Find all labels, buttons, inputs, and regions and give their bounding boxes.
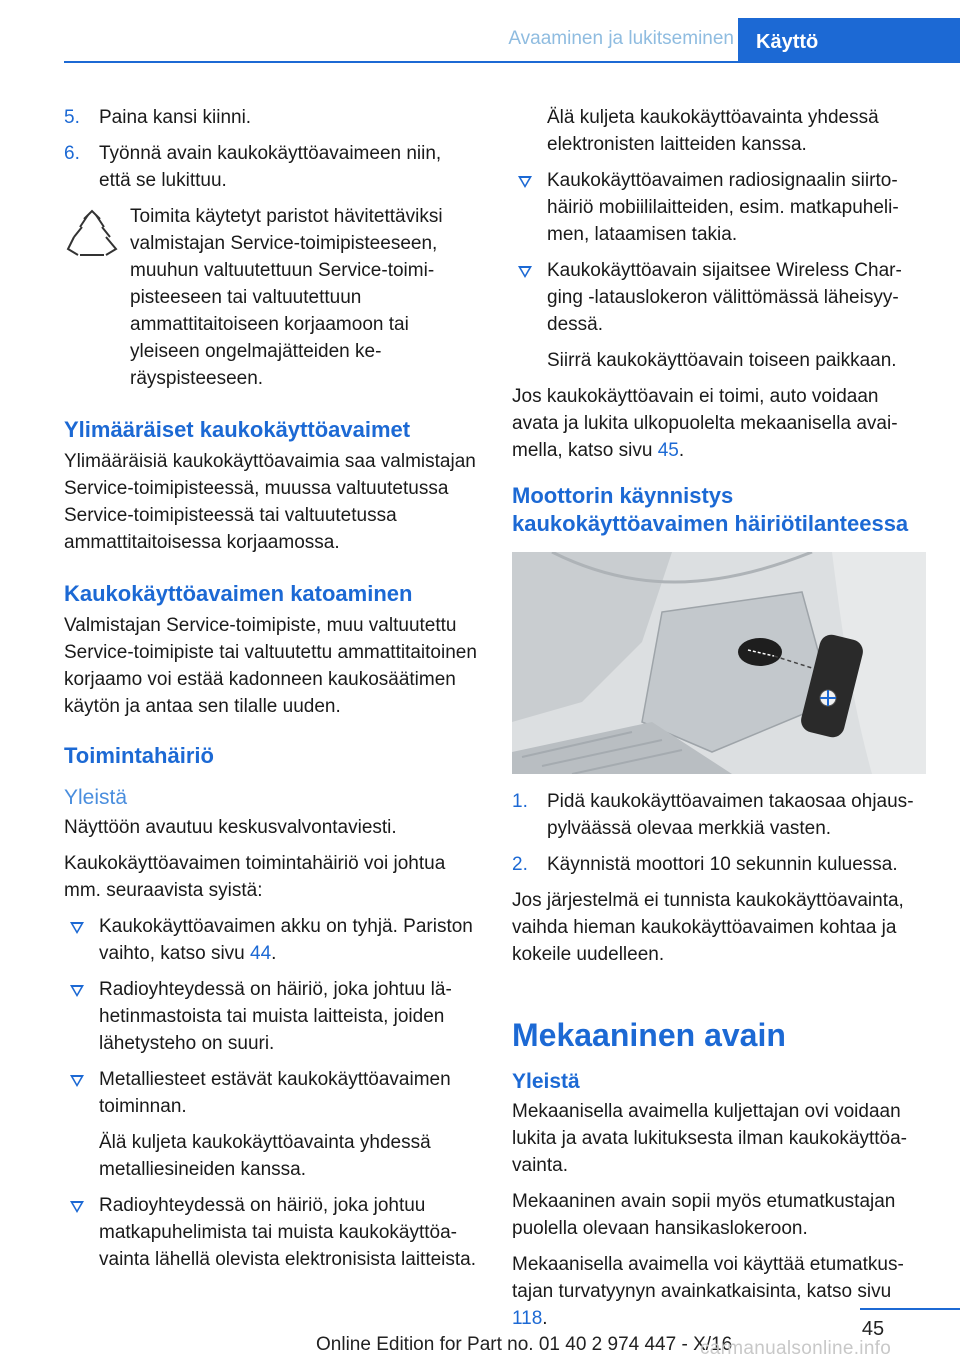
paragraph [512, 383, 926, 464]
heading-malfunction: Toimintahäiriö [64, 743, 214, 768]
step-number: 6. [64, 143, 80, 164]
step-number: 1. [512, 791, 528, 812]
bullet-text: Kaukokäyttöavaimen akku on tyhjä. Pariston vaihto, katso sivu [99, 916, 473, 964]
list-item [512, 851, 926, 878]
bullet-item [64, 1192, 478, 1273]
bullet-item [512, 167, 926, 248]
step-number: 5. [64, 107, 80, 128]
recycling-note [64, 203, 478, 392]
bullet-triangle-icon [70, 985, 84, 997]
bullet-text: Radioyhteydessä on häiriö, joka johtuu lähetinmastoista tai muista laitteista, joiden lähetysteho on suuri. [99, 979, 452, 1054]
page-number: 45 [861, 1318, 885, 1340]
paragraph: Näyttöön avautuu keskusvalvontaviesti. [64, 817, 397, 838]
bullet-triangle-icon [70, 1201, 84, 1213]
step-number: 2. [512, 854, 528, 875]
bullet-text: Kaukokäyttöavain sijaitsee Wireless Charging -latauslokeron välittömässä läheisyydessä. [547, 260, 902, 335]
right-column [512, 104, 926, 1341]
bullet-item [64, 913, 478, 967]
page-link[interactable]: 44 [250, 943, 272, 964]
bullet-item [64, 1066, 478, 1120]
paragraph-text: Mekaanisella avaimella voi käyttää etumatkustajan turvatyynyn avainkatkaisinta, katso sivu [512, 1254, 904, 1302]
bullet-text: Radioyhteydessä on häiriö, joka johtuu matkapuhelimista tai muista kaukokäyttöavainta lähellä olevista elektronisista laitteista. [99, 1195, 477, 1270]
bullet-triangle-icon [518, 176, 532, 188]
bullet-subtext: Älä kuljeta kaukokäyttöavainta yhdessä metalliesineiden kanssa. [99, 1132, 431, 1180]
bullet-subtext: Siirrä kaukokäyttöavain toiseen paikkaan. [547, 350, 897, 371]
bullet-triangle-icon [518, 266, 532, 278]
heading-engine-start: Moottorin käynnistys kaukokäyttöavaimen häiriötilanteessa [512, 483, 909, 536]
paragraph: Mekaanisella avaimella kuljettajan ovi voidaan lukita ja avata lukituksesta ilman kaukokäyttöavainta. [512, 1101, 907, 1176]
paragraph: Ylimääräisiä kaukokäyttöavaimia saa valmistajan Service-toimipisteessä, muussa valtuutetussa Service-toimipisteessä tai valtuutetussa ammattitaitoisessa korjaamossa. [64, 451, 476, 553]
list-item [64, 140, 478, 194]
paragraph-text: Jos kaukokäyttöavain ei toimi, auto voidaan avata ja lukita ulkopuolelta mekaanisella avaimella, katso sivu [512, 386, 898, 461]
watermark: carmanualsonline.info [700, 1338, 892, 1359]
heading-lost-key: Kaukokäyttöavaimen katoaminen [64, 581, 413, 606]
page-link[interactable]: 45 [657, 440, 679, 461]
step-text: Pidä kaukokäyttöavaimen takaosaa ohjauspylväässä olevaa merkkiä vasten. [547, 791, 914, 839]
paragraph: Mekaaninen avain sopii myös etumatkustajan puolella olevaan hansikaslokeroon. [512, 1191, 896, 1239]
paragraph: Jos järjestelmä ei tunnista kaukokäyttöavainta, vaihda hieman kaukokäyttöavaimen kohtaa ja kokeile uudelleen. [512, 890, 904, 965]
heading-mechanical-key: Mekaaninen avain [512, 1017, 786, 1053]
punctuation: . [271, 943, 277, 964]
heading-extra-keys: Ylimääräiset kaukokäyttöavaimet [64, 417, 411, 442]
bullet-triangle-icon [70, 922, 84, 934]
bullet-item [512, 257, 926, 338]
step-text: Työnnä avain kaukokäyttöavaimeen niin, että se lukittuu. [99, 143, 442, 191]
list-item [64, 104, 478, 131]
online-edition-note: Online Edition for Part no. 01 40 2 974 447 - X/16 [316, 1334, 733, 1355]
subheading-general: Yleistä [64, 786, 128, 809]
page-link[interactable]: 118 [512, 1308, 543, 1329]
page-header [0, 0, 960, 62]
recycling-text: Toimita käytetyt paristot hävitettäviksi valmistajan Service-toimipisteeseen, muuhun valtuutettuun Service-toimipisteeseen tai valtuutettuun ammattitaitoiseen korjaamoon tai yleiseen ongelmajätteiden keräyspisteeseen. [130, 206, 443, 389]
subheading-general: Yleistä [512, 1070, 580, 1093]
section-title: Avaaminen ja lukitseminen [508, 28, 734, 49]
bullet-item [64, 976, 478, 1057]
step-text: Paina kansi kiinni. [99, 107, 252, 128]
bullet-text: Metalliesteet estävät kaukokäyttöavaimen toiminnan. [99, 1069, 451, 1117]
paragraph: Valmistajan Service-toimipiste, muu valtuutettu Service-toimipiste tai valtuutettu ammattitaitoinen korjaamo voi estää kadonneen kaukosäätimen käytön ja antaa sen tilalle uuden. [64, 615, 477, 717]
left-column [64, 104, 478, 1282]
step-text: Käynnistä moottori 10 sekunnin kuluessa. [547, 854, 898, 875]
recycle-icon [64, 207, 120, 263]
paragraph: Kaukokäyttöavaimen toimintahäiriö voi johtua mm. seuraavista syistä: [64, 853, 446, 901]
steering-column-key-illustration [512, 552, 926, 774]
punctuation: . [678, 440, 685, 461]
bullet-text: Kaukokäyttöavaimen radiosignaalin siirtohäiriö mobiililaitteiden, esim. matkapuhelimen, lataamisen takia. [547, 170, 899, 245]
punctuation: . [542, 1308, 548, 1329]
header-rule [64, 61, 960, 63]
bullet-triangle-icon [70, 1075, 84, 1087]
list-item [512, 788, 926, 842]
chapter-tab: Käyttö [738, 18, 960, 62]
footer-rule [860, 1308, 960, 1310]
bullet-subtext: Älä kuljeta kaukokäyttöavainta yhdessä elektronisten laitteiden kanssa. [547, 107, 879, 155]
